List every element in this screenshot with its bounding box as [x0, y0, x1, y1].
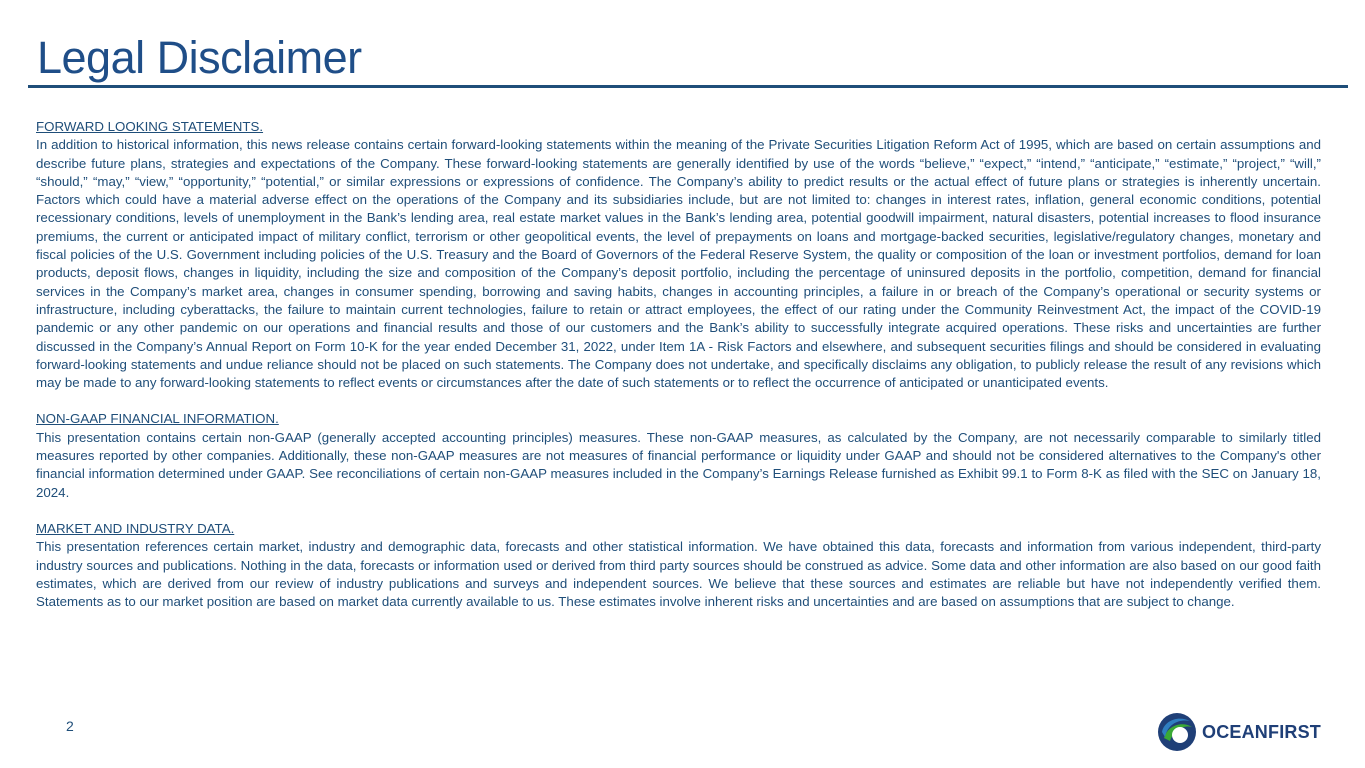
oceanfirst-wave-logo-icon	[1156, 711, 1198, 753]
section-heading: NON-GAAP FINANCIAL INFORMATION.	[36, 411, 279, 427]
section-heading: FORWARD LOOKING STATEMENTS.	[36, 119, 264, 134]
section-body: This presentation references certain market, industry and demographic data, forecasts and other statistical information. We have obtained this data, forecasts and information from various independent, third-party industry sources and publications. Nothing in the data, forecasts or information used or derived from third party sources should be construed as advice. Some data and other information are also based on our good faith estimates, which are derived from our review of industry publications and surveys and independent sources. We believe that these sources and estimates are reliable but have not independently verified them. Statements as to our market position are based on market data currently available to us. These estimates involve inherent risks and uncertainties and are based on assumptions that are subject to change.	[36, 539, 1321, 610]
disclaimer-content	[36, 118, 1321, 629]
forward-looking-section	[36, 118, 1321, 392]
market-data-section	[36, 520, 1321, 611]
section-body: This presentation contains certain non-GAAP (generally accepted accounting principles) measures. These non-GAAP measures, as calculated by the Company, are not necessarily comparable to similarly titled measures reported by other companies. Additionally, these non-GAAP measures are not measures of financial performance or liquidity under GAAP and should not be considered alternatives to the Company's other financial information determined under GAAP. See reconciliations of certain non-GAAP measures included in the Company’s Earnings Release furnished as Exhibit 99.1 to Form 8-K as filed with the SEC on January 18, 2024.	[36, 429, 1321, 500]
logo-wordmark: OCEANFIRST	[1202, 721, 1321, 742]
company-logo	[1156, 711, 1321, 753]
non-gaap-section	[36, 410, 1321, 501]
title-divider	[28, 85, 1348, 88]
section-body: In addition to historical information, this news release contains certain forward-looking statements within the meaning of the Private Securities Litigation Reform Act of 1995, which are based on certain assumptions and describe future plans, strategies and expectations of the Company. These forward-looking statements are generally identified by use of the words “believe,” “expect,” “intend,” “anticipate,” “estimate,” “project,” “will,” “should,” “may,” “view,” “opportunity,” “potential,” or similar expressions or expressions of confidence. The Company’s ability to predict results or the actual effect of future plans or strategies is inherently uncertain. Factors which could have a material adverse effect on the operations of the Company and its subsidiaries include, but are not limited to: changes in interest rates, inflation, general economic conditions, potential recessionary conditions, levels of unemployment in the Bank’s lending area, real estate market values in the Bank’s lending area, potential goodwill impairment, natural disasters, potential increases to flood insurance premiums, the current or anticipated impact of military conflict, terrorism or other geopolitical events, the level of prepayments on loans and mortgage-backed securities, legislative/regulatory changes, monetary and fiscal policies of the U.S. Government including policies of the U.S. Treasury and the Board of Governors of the Federal Reserve System, the quality or composition of the loan or investment portfolios, demand for loan products, deposit flows, changes in liquidity, including the size and composition of the Company’s deposit portfolio, including the percentage of uninsured deposits in the portfolio, competition, demand for financial services in the Company’s market area, changes in consumer spending, borrowing and saving habits, changes in accounting principles, a failure in or breach of the Company’s operational or security systems or infrastructure, including cyberattacks, the failure to maintain current technologies, failure to retain or attract employees, the effect of our rating under the Community Reinvestment Act, the impact of the COVID-19 pandemic or any other pandemic on our operations and financial results and those of our customers and the Bank’s ability to successfully integrate acquired operations. These risks and uncertainties are further discussed in the Company’s Annual Report on Form 10-K for the year ended December 31, 2022, under Item 1A - Risk Factors and elsewhere, and subsequent securities filings and should be considered in evaluating forward-looking statements and undue reliance should not be placed on such statements. The Company does not undertake, and specifically disclaims any obligation, to publicly release the result of any revisions which may be made to any forward-looking statements to reflect events or circumstances after the date of such statements or to reflect the occurrence of anticipated or unanticipated events.	[36, 137, 1321, 391]
slide-title: Legal Disclaimer	[37, 32, 362, 83]
section-heading: MARKET AND INDUSTRY DATA.	[36, 520, 235, 536]
page-number: 2	[66, 718, 74, 734]
